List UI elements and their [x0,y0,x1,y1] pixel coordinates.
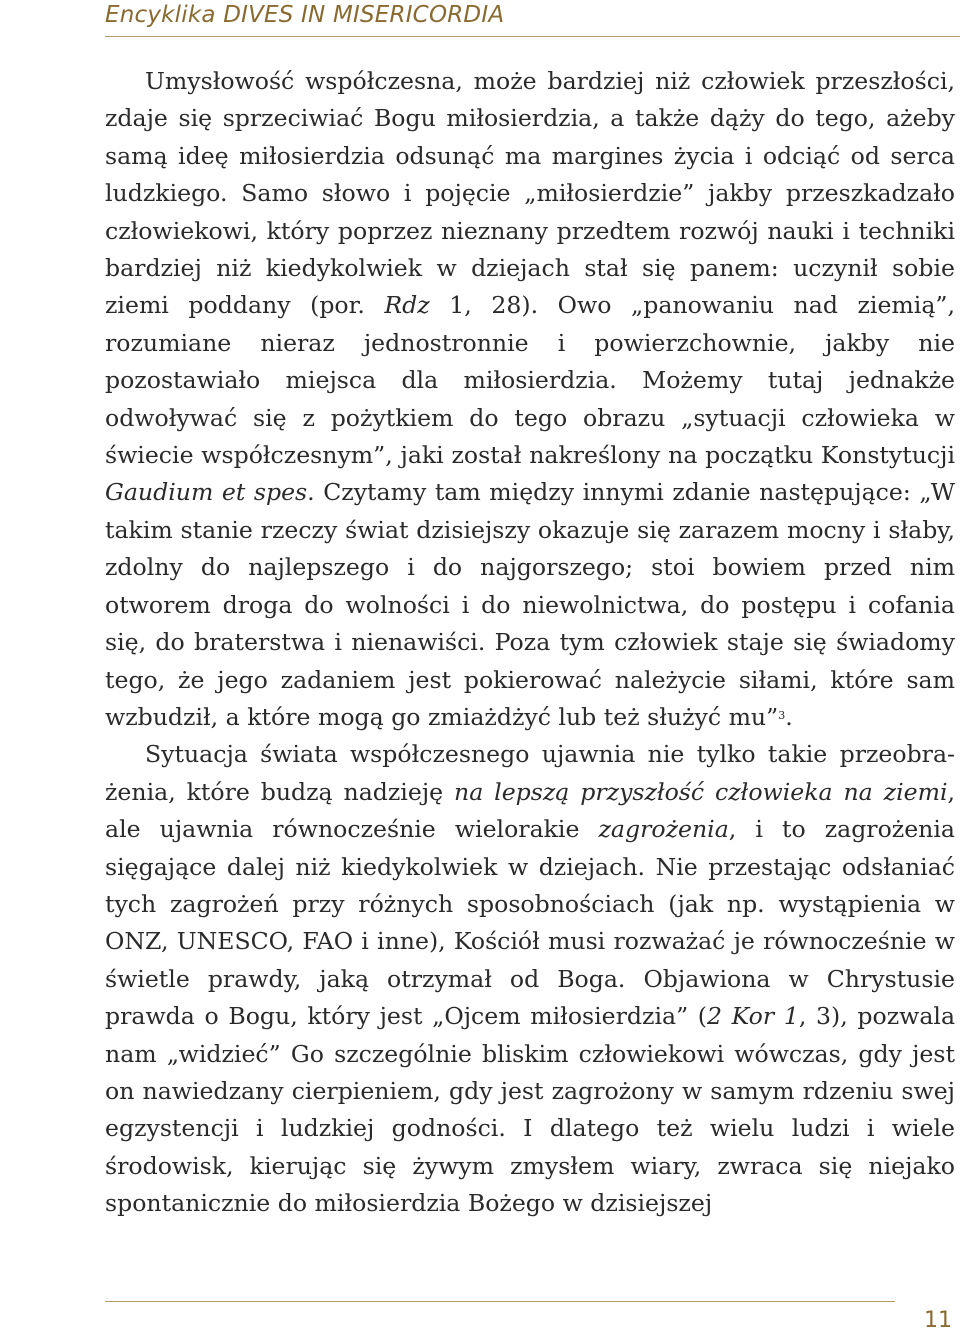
italic-text: na lepszą przyszłość człowieka na ziemi [454,777,948,806]
text-run: . [785,702,793,731]
text-run: , i to zagrożenia sięgające dalej niż kiedykolwiek w dziejach. Nie przestając odsłaniać tych zagrożeń przy różnych sposobnościach (jak np. wystąpienia w ONZ, UNESCO, FAO i inne), Kościół musi rozważać je równocześnie w świetle prawdy, jaką otrzymał od Boga. Objawiona w Chrystusie prawda o Bogu, który jest „Ojcem miłosierdzia” ( [105,815,955,1031]
text-run: 1, 28). Owo „panowaniu nad ziemią”, rozumiane nieraz jednostronnie i powierzchownie, jakby nie pozostawiało miejsca dla miłosierdzia. Możemy tutaj jednakże odwoływać się z pożytkiem do tego obrazu „sytuacji człowieka w świecie współczesnym”, jaki został nakreślony na początku Konstytucji [105,291,955,470]
text-run: Umysłowość współczesna, może bardziej niż człowiek przeszłości, zdaje się sprzeciwiać Bogu miłosierdzia, a także dąży do tego, ażeby samą ideę miłosierdzia odsunąć ma margines życia i odciąć od serca ludzkiego. Samo słowo i pojęcie „miłosierdzie” jakby przeszkadzało człowiekowi, który poprzez nieznany przedtem rozwój nauki i techniki bardziej niż kiedykolwiek w dziejach stał się panem: uczynił sobie ziemi poddany (por. [105,67,955,320]
header-rule [105,36,960,37]
text-run: . Czytamy tam między innymi zdanie następujące: „W takim stanie rzeczy świat dzisiejszy okazuje się zarazem mocny i słaby, zdolny do najlepszego i do najgorszego; stoi bowiem przed nim otworem droga do wolności i do niewolnictwa, do postępu i cofania się, do braterstwa i nienawiści. Poza tym człowiek staje się świadomy tego, że jego zadaniem jest pokierować należycie siłami, które sam wzbudził, a które mogą go zmiażdżyć lub też służyć mu” [105,478,955,731]
italic-text: zagrożenia [598,815,729,844]
text-run: , 3), pozwala nam „widzieć” Go szczególnie bliskim człowiekowi wówczas, gdy jest on nawiedzany cierpieniem, gdy jest zagrożony w samym rdzeniu swej egzystencji i ludzkiej godności. I dlatego też wielu ludzi i wiele środowisk, kierując się żywym zmysłem wiary, zwraca się niejako spontanicznie do miłosierdzia Bożego w dzisiejszej [105,1002,956,1218]
text-run: , ale ujawnia równocześnie wielorakie [105,777,955,844]
running-header: Encyklika DIVES IN MISERICORDIA [105,2,505,28]
page-number: 11 [924,1308,952,1333]
footnote-marker: 3 [778,708,786,722]
italic-text: Rdz [384,291,430,320]
body-text [105,63,955,1223]
paragraph [105,736,955,1222]
paragraph [105,63,955,736]
italic-text: 2 Kor 1 [707,1002,799,1031]
italic-text: Gaudium et spes [105,478,308,507]
text-run: Sytuacja świata współczesnego ujawnia nie tylko takie przeobrażenia, które budzą nadzieję [105,740,955,806]
footer-rule [105,1301,895,1302]
